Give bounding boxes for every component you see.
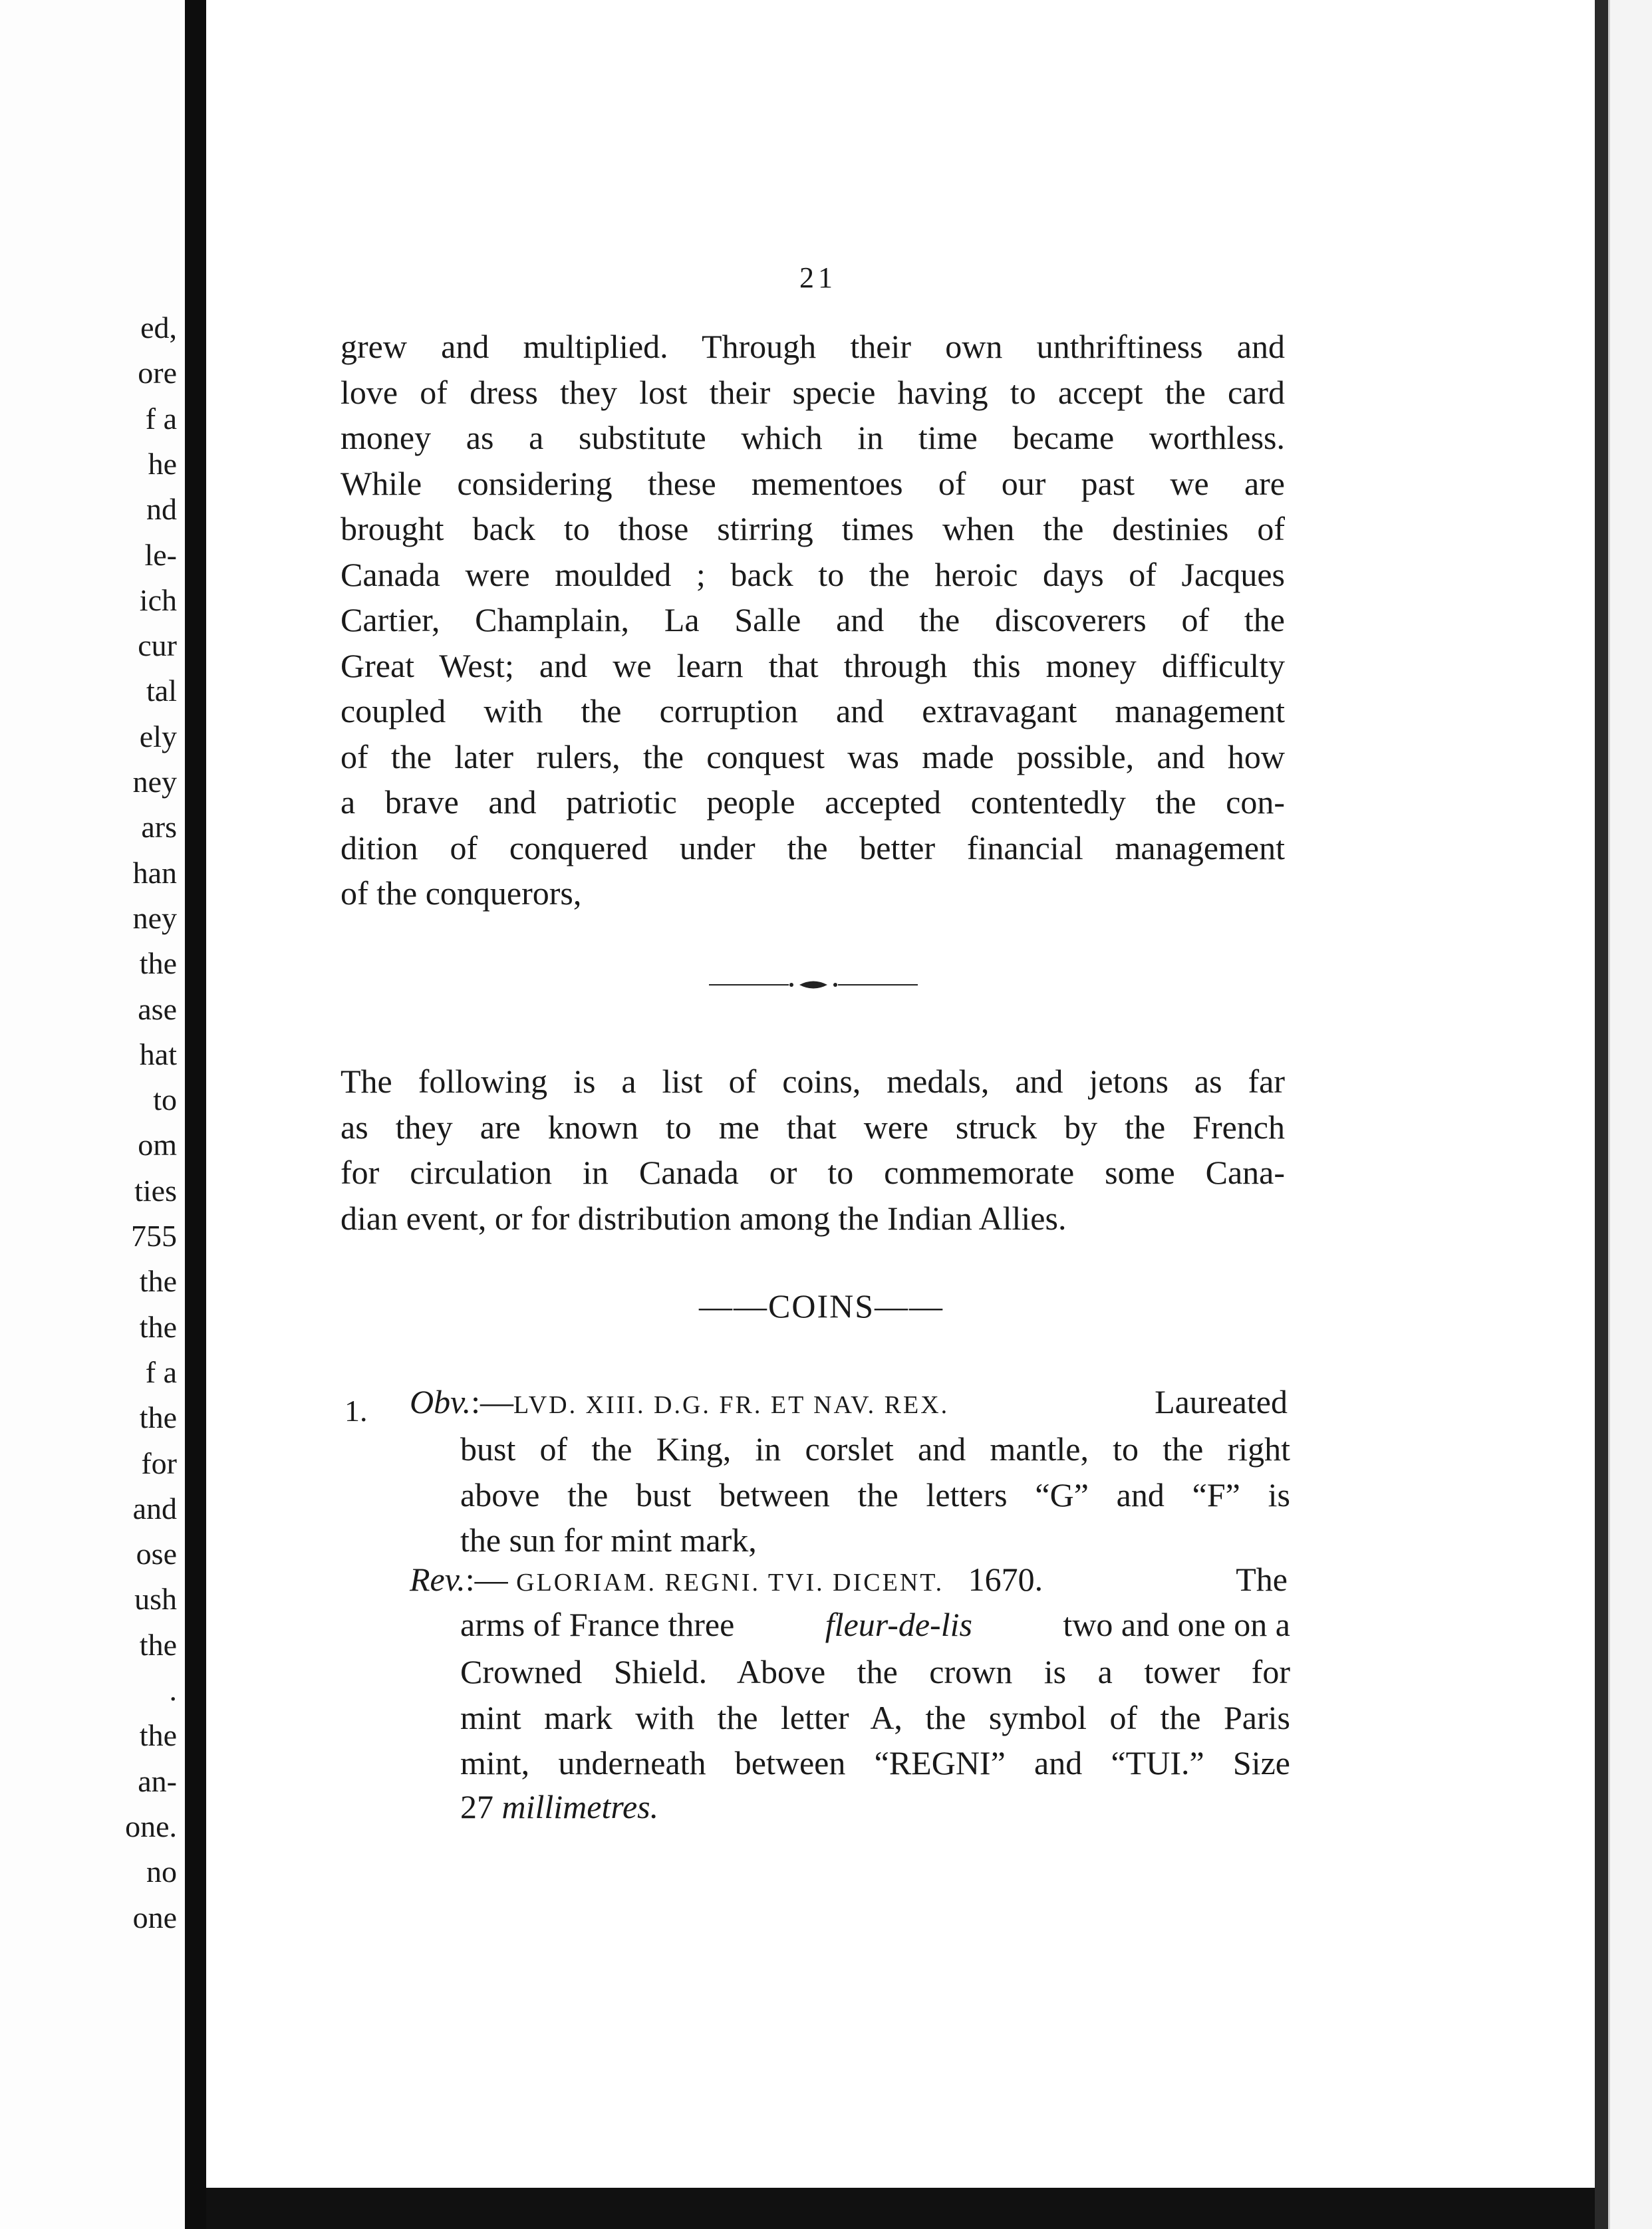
text-line: bust of the King, in corslet and mantle, to the right <box>460 1430 1290 1468</box>
left-page-fragment: the <box>139 946 177 981</box>
page-number: 21 <box>799 261 837 294</box>
left-page-fragment: the <box>139 1400 177 1435</box>
text-line: a brave and patriotic people accepted contentedly the con- <box>341 783 1285 821</box>
left-page-fragment: he <box>148 446 177 481</box>
text-line: The following is a list of coins, medals, and jetons as far <box>341 1063 1285 1100</box>
left-page-fragment: tal <box>146 674 177 708</box>
text-line: money as a substitute which in time became worthless. <box>341 419 1285 456</box>
book-spine <box>185 0 206 2229</box>
reverse-legend: GLORIAM. REGNI. TVI. DICENT. <box>516 1569 944 1597</box>
reverse-text-start: The <box>1236 1561 1288 1598</box>
left-page-fragment: f a <box>145 401 177 436</box>
text-line: of the later rulers, the conquest was made possible, and how <box>341 737 1285 775</box>
paragraph-2 <box>341 1059 1285 1241</box>
reverse-description <box>460 1649 1290 1786</box>
left-page-fragment: ose <box>136 1537 177 1571</box>
left-page-fragment: the <box>139 1309 177 1344</box>
left-page-fragment: ush <box>134 1582 177 1617</box>
text-line: above the bust between the letters “G” and “F” is <box>460 1476 1290 1513</box>
left-page-fragment: one. <box>125 1809 177 1843</box>
section-heading-coins: ——COINS—— <box>698 1287 944 1325</box>
left-page-fragment: ely <box>139 719 177 753</box>
left-page-fragment: to <box>153 1083 177 1117</box>
left-page-fragment: ore <box>138 356 177 390</box>
left-page-fragment: hat <box>139 1037 177 1071</box>
ornament-divider <box>709 975 918 995</box>
left-facing-page <box>0 0 185 2229</box>
left-page-fragment: ase <box>138 991 177 1026</box>
left-page-fragment: om <box>138 1128 177 1162</box>
reverse-arms-line <box>460 1608 1290 1641</box>
reverse-label: Rev. <box>410 1561 466 1598</box>
paragraph-1 <box>341 324 1285 916</box>
text-line: While considering these mementoes of our past we are <box>341 464 1285 502</box>
reverse-arms-text-a: arms of France three <box>460 1606 735 1643</box>
text-line: Cartier, Champlain, La Salle and the discoverers of the <box>341 601 1285 638</box>
left-page-fragment: ars <box>141 810 177 845</box>
text-line: mint mark with the letter A, the symbol of the Paris <box>460 1698 1290 1736</box>
page-right-edge <box>1595 0 1608 2229</box>
left-page-fragment: f a <box>145 1355 177 1389</box>
left-page-fragment: the <box>139 1627 177 1662</box>
obverse-text-start: Laureated <box>1155 1383 1288 1420</box>
text-line: Canada were moulded ; back to the heroic days of Jacques <box>341 555 1285 593</box>
text-line: dian event, or for distribution among the Indian Allies. <box>341 1199 1067 1237</box>
reverse-dash: :— <box>465 1561 508 1598</box>
left-page-fragment: ney <box>132 765 177 799</box>
obverse-label: Obv. <box>410 1383 472 1420</box>
left-page-fragment: for <box>141 1446 177 1480</box>
text-line: of the conquerors, <box>341 874 582 912</box>
left-page-fragment: one <box>132 1900 177 1934</box>
entry-number: 1. <box>344 1394 368 1428</box>
obverse-dash: :— <box>471 1383 513 1420</box>
left-page-fragment: and <box>132 1491 177 1525</box>
obverse-description <box>460 1426 1290 1563</box>
size-value: 27 <box>460 1788 493 1825</box>
left-page-fragment: ich <box>139 583 177 617</box>
text-line: coupled with the corruption and extravagant management <box>341 692 1285 729</box>
left-page-fragment: han <box>132 855 177 890</box>
obverse-legend: LVD. XIII. D.G. FR. ET NAV. REX. <box>513 1391 950 1419</box>
reverse-year: 1670. <box>968 1561 1043 1598</box>
left-page-fragment: an- <box>138 1764 177 1798</box>
reverse-line <box>410 1563 1288 1596</box>
size-unit: millimetres. <box>501 1788 659 1825</box>
left-page-fragment: no <box>146 1855 177 1889</box>
text-line: grew and multiplied. Through their own unthriftiness and <box>341 328 1285 365</box>
page-bottom-edge <box>206 2188 1595 2229</box>
page-outer-margin <box>1608 0 1652 2229</box>
left-page-fragment: 755 <box>131 1219 177 1253</box>
size-line <box>460 1790 658 1823</box>
left-page-fragment: the <box>139 1264 177 1299</box>
reverse-arms-text-b: two and one on a <box>1063 1606 1290 1643</box>
text-line: for circulation in Canada or to commemorate some Cana- <box>341 1154 1285 1191</box>
left-page-fragment: ed, <box>140 311 177 344</box>
text-line: Crowned Shield. Above the crown is a tower for <box>460 1653 1290 1690</box>
reverse-fleur-de-lis: fleur-de-lis <box>825 1606 972 1643</box>
text-line: mint, underneath between “REGNI” and “TUI.” Size <box>460 1744 1290 1781</box>
left-page-fragment: le- <box>144 537 177 572</box>
left-page-fragment: nd <box>146 492 177 527</box>
left-page-fragment: ties <box>134 1173 177 1208</box>
text-line: as they are known to me that were struck by the French <box>341 1108 1285 1146</box>
left-page-fragment: . <box>169 1673 177 1707</box>
text-line: love of dress they lost their specie having to accept the card <box>341 373 1285 411</box>
left-page-fragment: cur <box>138 628 177 663</box>
obverse-line <box>410 1385 1288 1418</box>
text-line: Great West; and we learn that through this money difficulty <box>341 646 1285 684</box>
left-page-fragment: the <box>139 1718 177 1753</box>
text-line: the sun for mint mark, <box>460 1521 757 1559</box>
text-line: dition of conquered under the better financial management <box>341 829 1285 866</box>
left-page-fragment: ney <box>132 900 177 935</box>
text-line: brought back to those stirring times when the destinies of <box>341 510 1285 547</box>
